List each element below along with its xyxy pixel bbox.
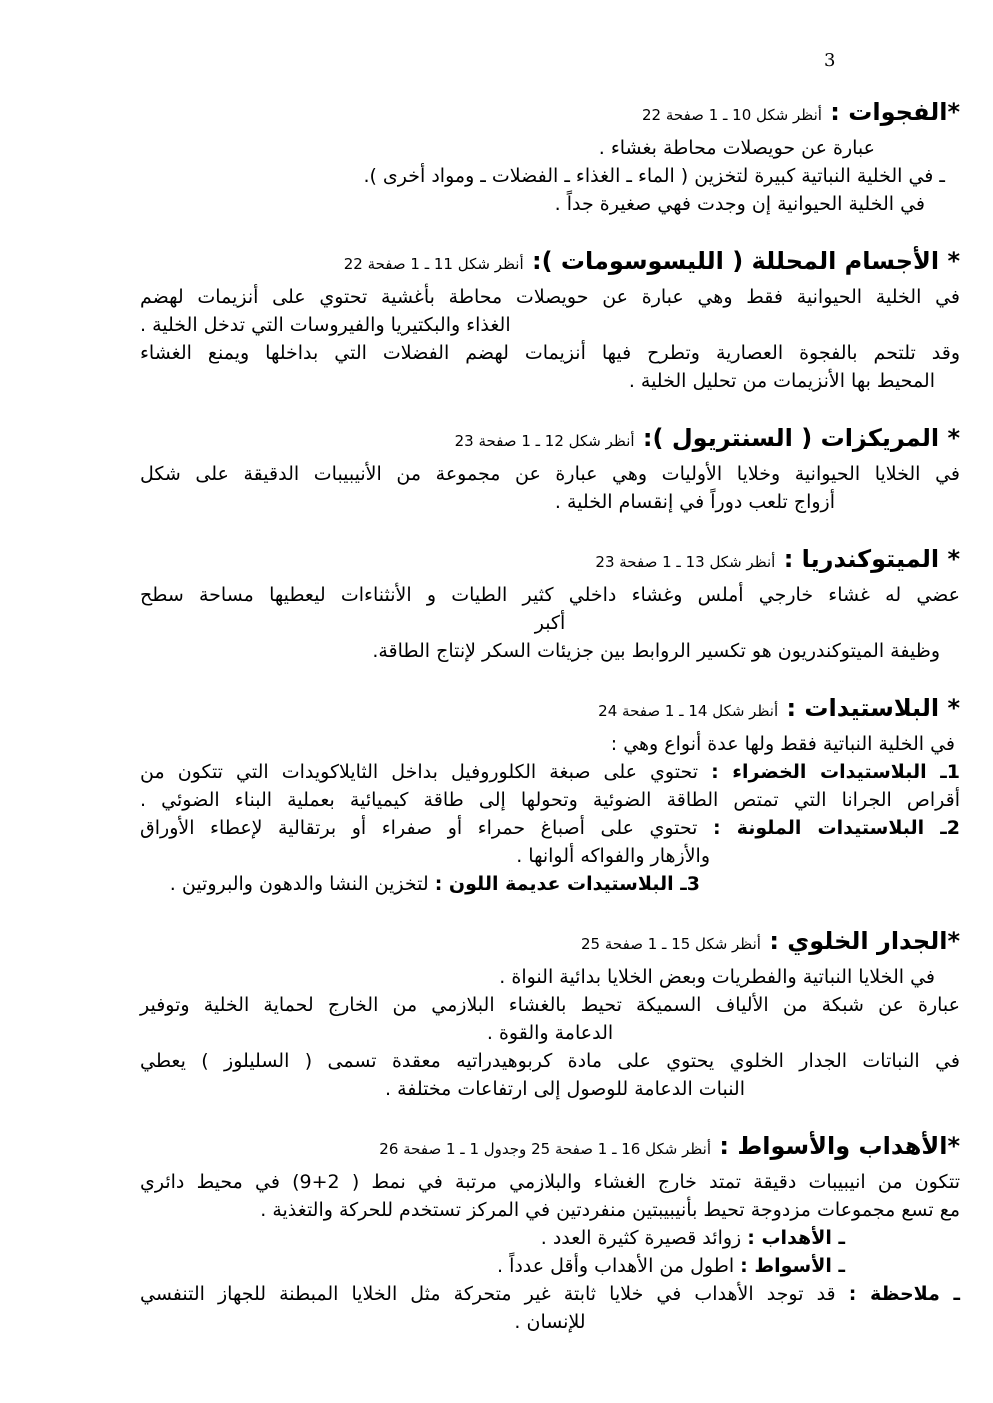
body-line: عبارة عن حويصلات محاطة بغشاء . [598,137,875,159]
section-cilia-flagella [140,1130,960,1336]
list-item [140,758,960,786]
list-item [140,1224,845,1252]
figure-reference: أنظر شكل 13 ـ 1 صفحة 23 [595,553,776,571]
section-title: * الميتوكندريا : [783,545,960,573]
section-heading [140,422,960,458]
term-text: تحتوي على أصباغ حمراء أو صفراء أو برتقالية لإعطاء الأوراق [140,817,714,839]
section-title: *الفجوات : [830,98,960,126]
body-line: في النباتات الجدار الخلوي يحتوي على مادة كربوهيدراتيه معقدة تسمى ( السليلوز ) يعطي [140,1050,960,1072]
section-mitochondria [140,543,960,665]
body-line: عبارة عن شبكة من الألياف السميكة تحيط بالغشاء البلازمي من الخارج لحماية الخلية وتوفير [140,994,960,1016]
term-text: لتخزين النشا والدهون والبروتين . [169,873,435,895]
page-number: 3 [824,50,836,71]
term-label: 3ـ البلاستيدات عديمة اللون : [434,873,700,895]
term-text: زوائد قصيرة كثيرة العدد . [540,1227,748,1249]
body-line: ـ في الخلية النباتية كبيرة لتخزين ( الماء ـ الغذاء ـ الفضلات ـ ومواد أخرى ). [363,165,945,187]
figure-reference: أنظر شكل 12 ـ 1 صفحة 23 [454,432,635,450]
term-text: اطول من الأهداب وأقل عدداً . [496,1255,741,1277]
section-lysosomes [140,245,960,395]
list-item [140,870,700,898]
figure-reference: أنظر شكل 16 ـ 1 صفحة 25 وجدول 1 ـ 1 صفحة 26 [379,1140,712,1158]
body-line: عضي له غشاء خارجي أملس وغشاء داخلي كثير الطيات و الأنثناءات ليعطيها مساحة سطح [140,584,960,606]
term-label: ـ ملاحظة : [848,1283,960,1305]
section-heading [140,543,960,579]
term-text: تحتوي على صبغة الكلوروفيل بداخل الثايلاكويدات التي تتكون من [140,761,712,783]
section-cell-wall [140,925,960,1103]
section-title: * المريكزات ( السنتريول ): [642,424,960,452]
figure-reference: أنظر شكل 10 ـ 1 صفحة 22 [642,106,822,124]
body-line: أقراص الجرانا التي تمتص الطاقة الضوئية وتحولها إلى طاقة كيميائية بعملية البناء الضوئي . [140,789,960,811]
section-centrioles [140,422,960,516]
term-label: ـ الأهداب : [747,1227,845,1249]
list-item [140,814,960,842]
body-line: الدعامة والقوة . [486,1022,614,1044]
list-item [140,1252,845,1280]
document-body [140,96,960,1336]
body-line: للإنسان . [514,1311,586,1333]
list-item [140,1280,960,1308]
body-line: في الخلية الحيوانية فقط وهي عبارة عن حويصلات محاطة بأغشية تحتوي على أنزيمات لهضم [140,286,960,308]
section-heading [140,925,960,961]
body-line: في الخلية الحيوانية إن وجدت فهي صغيرة جداً . [554,193,925,215]
term-label: 2ـ البلاستيدات الملونة : [713,817,960,839]
figure-reference: أنظر شكل 14 ـ 1 صفحة 24 [598,702,779,720]
section-title: * الأجسام المحللة ( الليسوسومات ): [532,247,960,275]
section-heading [140,692,960,728]
body-line: المحيط بها الأنزيمات من تحليل الخلية . [628,370,935,392]
body-line: مع تسع مجموعات مزدوجة تحيط بأنيبيبتين منفردتين في المركز تستخدم للحركة والتغذية . [260,1199,960,1221]
body-line: في الخلايا الحيوانية وخلايا الأوليات وهي عبارة عن مجموعة من الأنيبيبات الدقيقة على شكل [140,463,960,485]
body-line: أكبر [534,612,566,634]
body-line: في الخلية النباتية فقط ولها عدة أنواع وهي : [610,733,955,755]
section-heading [140,96,960,132]
body-line: النبات الدعامة للوصول إلى ارتفاعات مختلفة . [385,1078,745,1100]
figure-reference: أنظر شكل 15 ـ 1 صفحة 25 [581,935,761,953]
body-line: وظيفة الميتوكندريون هو تكسير الروابط بين جزيئات السكر لإنتاج الطاقة. [372,640,940,662]
body-line: في الخلايا النباتية والفطريات وبعض الخلايا بدائية النواة . [499,966,935,988]
section-heading [140,245,960,281]
section-title: *الأهداب والأسواط : [719,1132,960,1160]
body-line: أزواج تلعب دوراً في إنقسام الخلية . [554,491,835,513]
body-line: تتكون من انيبيبات دقيقة تمتد خارج الغشاء والبلازمي مرتبة في نمط ( 2+9) في محيط دائري [140,1171,960,1193]
body-line: والأزهار والفواكه ألوانها . [516,845,710,867]
term-label: ـ الأسواط : [740,1255,845,1277]
body-line: وقد تلتحم بالفجوة العصارية وتطرح فيها أنزيمات لهضم الفضلات التي بداخلها ويمنع الغشاء [140,342,960,364]
term-label: 1ـ البلاستيدات الخضراء : [711,761,960,783]
term-text: قد توجد الأهداب في خلايا ثابتة غير متحركة مثل الخلايا المبطنة للجهاز التنفسي [140,1283,849,1305]
section-title: *الجدار الخلوي : [769,927,960,955]
body-line: الغذاء والبكتيريا والفيروسات التي تدخل الخلية . [140,314,511,336]
section-vacuoles [140,96,960,218]
section-heading [140,1130,960,1166]
section-title: * البلاستيدات : [786,694,960,722]
figure-reference: أنظر شكل 11 ـ 1 صفحة 22 [343,255,524,273]
section-plastids [140,692,960,898]
